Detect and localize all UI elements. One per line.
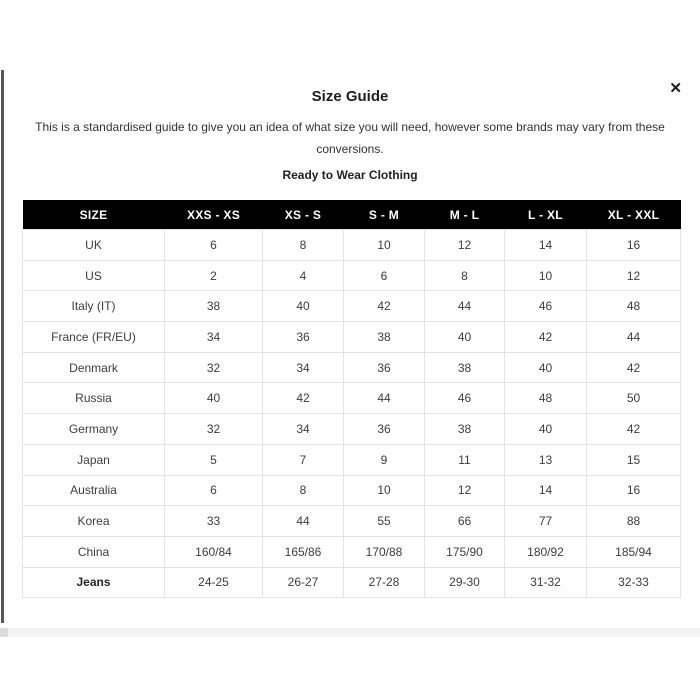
size-cell: 10 <box>505 260 587 291</box>
column-header: L - XL <box>505 200 587 230</box>
table-header-row <box>23 200 681 230</box>
size-conversion-table <box>22 200 681 598</box>
size-cell: 8 <box>425 260 505 291</box>
size-cell: 40 <box>505 352 587 383</box>
size-cell: 36 <box>344 352 425 383</box>
row-label: Italy (IT) <box>23 291 165 322</box>
table-body <box>23 230 681 598</box>
row-label: Germany <box>23 414 165 445</box>
scrollbar-thumb[interactable] <box>0 628 8 637</box>
size-cell: 40 <box>425 322 505 353</box>
size-cell: 2 <box>165 260 263 291</box>
table-row <box>23 230 681 261</box>
size-cell: 38 <box>425 414 505 445</box>
size-cell: 48 <box>587 291 681 322</box>
table-row <box>23 322 681 353</box>
size-cell: 10 <box>344 475 425 506</box>
column-header: XXS - XS <box>165 200 263 230</box>
table-row <box>23 444 681 475</box>
size-cell: 32-33 <box>587 567 681 598</box>
column-header: SIZE <box>23 200 165 230</box>
size-cell: 6 <box>344 260 425 291</box>
size-cell: 50 <box>587 383 681 414</box>
size-cell: 6 <box>165 475 263 506</box>
size-cell: 27-28 <box>344 567 425 598</box>
table-row <box>23 260 681 291</box>
modal-description: This is a standardised guide to give you an idea of what size you will need, however some brands may vary from these conversions. <box>35 120 665 156</box>
size-cell: 77 <box>505 506 587 537</box>
size-cell: 44 <box>587 322 681 353</box>
column-header: S - M <box>344 200 425 230</box>
table-row <box>23 291 681 322</box>
size-cell: 175/90 <box>425 536 505 567</box>
size-cell: 42 <box>505 322 587 353</box>
size-cell: 11 <box>425 444 505 475</box>
size-cell: 7 <box>263 444 344 475</box>
row-label: Denmark <box>23 352 165 383</box>
size-cell: 8 <box>263 230 344 261</box>
size-cell: 46 <box>505 291 587 322</box>
table-row <box>23 352 681 383</box>
size-cell: 170/88 <box>344 536 425 567</box>
size-cell: 32 <box>165 352 263 383</box>
section-title: Ready to Wear Clothing <box>282 168 418 182</box>
size-cell: 165/86 <box>263 536 344 567</box>
size-cell: 15 <box>587 444 681 475</box>
size-cell: 14 <box>505 230 587 261</box>
size-cell: 42 <box>344 291 425 322</box>
modal-left-edge-line <box>1 70 4 623</box>
size-cell: 36 <box>263 322 344 353</box>
size-cell: 55 <box>344 506 425 537</box>
size-cell: 31-32 <box>505 567 587 598</box>
size-cell: 26-27 <box>263 567 344 598</box>
row-label: Japan <box>23 444 165 475</box>
size-cell: 38 <box>425 352 505 383</box>
table-row <box>23 414 681 445</box>
table-row <box>23 506 681 537</box>
table-row <box>23 567 681 598</box>
size-cell: 12 <box>425 475 505 506</box>
size-cell: 13 <box>505 444 587 475</box>
row-label: France (FR/EU) <box>23 322 165 353</box>
size-cell: 44 <box>425 291 505 322</box>
table-row <box>23 536 681 567</box>
size-cell: 180/92 <box>505 536 587 567</box>
size-cell: 38 <box>344 322 425 353</box>
size-cell: 38 <box>165 291 263 322</box>
size-cell: 10 <box>344 230 425 261</box>
size-cell: 88 <box>587 506 681 537</box>
size-cell: 36 <box>344 414 425 445</box>
size-cell: 8 <box>263 475 344 506</box>
column-header: XS - S <box>263 200 344 230</box>
size-cell: 9 <box>344 444 425 475</box>
size-cell: 160/84 <box>165 536 263 567</box>
size-cell: 48 <box>505 383 587 414</box>
size-cell: 42 <box>587 414 681 445</box>
modal-title: Size Guide <box>311 88 389 105</box>
size-cell: 40 <box>505 414 587 445</box>
size-cell: 66 <box>425 506 505 537</box>
size-cell: 12 <box>587 260 681 291</box>
size-cell: 34 <box>165 322 263 353</box>
row-label: Russia <box>23 383 165 414</box>
size-cell: 33 <box>165 506 263 537</box>
row-label: Australia <box>23 475 165 506</box>
horizontal-scrollbar-track[interactable] <box>0 628 700 637</box>
size-cell: 34 <box>263 414 344 445</box>
row-label: Korea <box>23 506 165 537</box>
column-header: XL - XXL <box>587 200 681 230</box>
row-label: UK <box>23 230 165 261</box>
size-cell: 12 <box>425 230 505 261</box>
size-cell: 42 <box>263 383 344 414</box>
close-icon[interactable]: ✕ <box>669 80 682 97</box>
size-cell: 44 <box>263 506 344 537</box>
size-cell: 24-25 <box>165 567 263 598</box>
size-cell: 34 <box>263 352 344 383</box>
column-header: M - L <box>425 200 505 230</box>
size-cell: 42 <box>587 352 681 383</box>
size-cell: 16 <box>587 475 681 506</box>
size-cell: 44 <box>344 383 425 414</box>
row-label: China <box>23 536 165 567</box>
size-cell: 40 <box>165 383 263 414</box>
table-row <box>23 383 681 414</box>
size-cell: 4 <box>263 260 344 291</box>
size-cell: 14 <box>505 475 587 506</box>
size-cell: 32 <box>165 414 263 445</box>
size-cell: 40 <box>263 291 344 322</box>
size-cell: 185/94 <box>587 536 681 567</box>
size-cell: 6 <box>165 230 263 261</box>
row-label: US <box>23 260 165 291</box>
row-label: Jeans <box>23 567 165 598</box>
table-row <box>23 475 681 506</box>
size-cell: 46 <box>425 383 505 414</box>
size-cell: 16 <box>587 230 681 261</box>
size-cell: 29-30 <box>425 567 505 598</box>
size-cell: 5 <box>165 444 263 475</box>
